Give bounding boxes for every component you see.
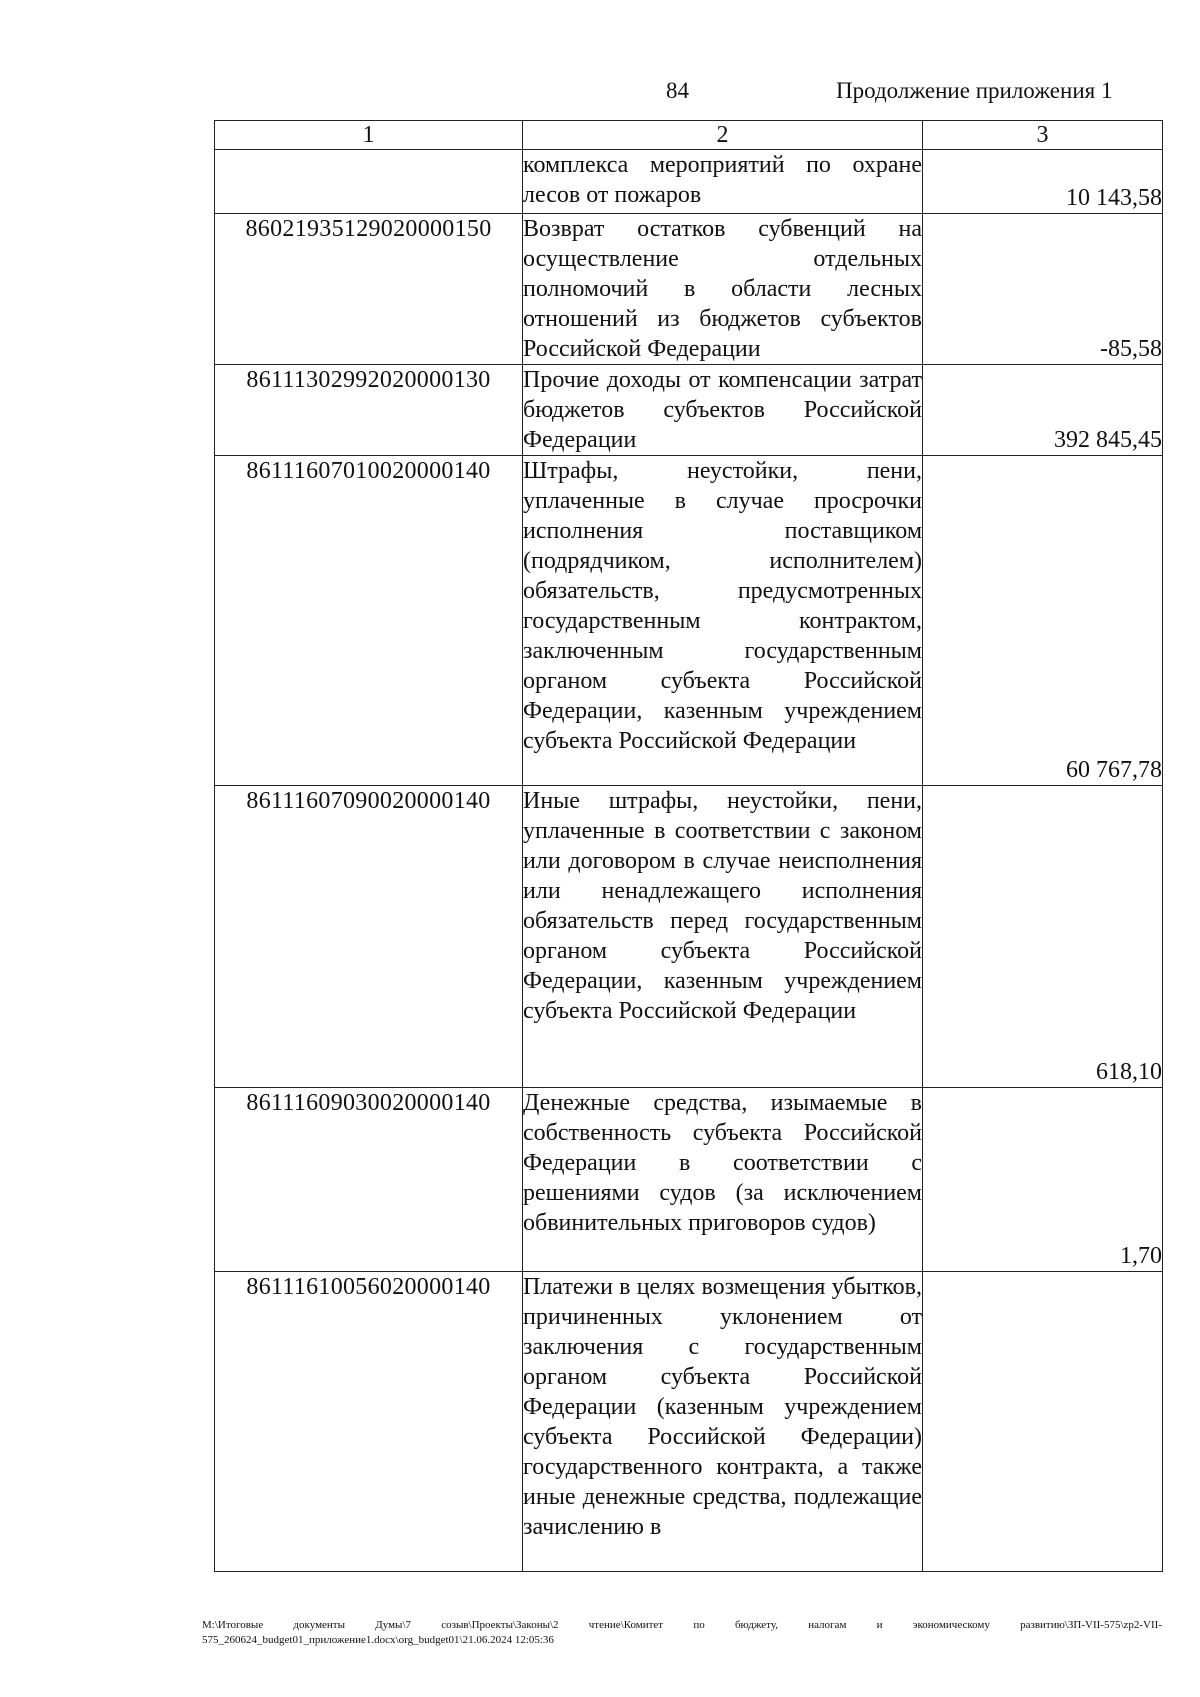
budget-code-cell: 86111302992020000130 <box>215 365 523 456</box>
table-row <box>215 214 1163 365</box>
budget-code-cell: 86111607090020000140 <box>215 786 523 1088</box>
table-row <box>215 150 1163 214</box>
budget-code-cell: 86021935129020000150 <box>215 214 523 365</box>
table-row <box>215 456 1163 786</box>
appendix-continuation-label: Продолжение приложения 1 <box>836 78 1113 103</box>
budget-code-cell: 86111607010020000140 <box>215 456 523 786</box>
table-header-row <box>215 121 1163 150</box>
page-number: 84 <box>666 78 689 103</box>
description-cell: комплекса мероприятий по охране лесов от пожаров <box>523 150 923 214</box>
column-header-3: 3 <box>923 121 1163 150</box>
amount-cell: 10 143,58 <box>923 150 1163 214</box>
budget-code-cell: 86111609030020000140 <box>215 1088 523 1272</box>
column-header-2: 2 <box>523 121 923 150</box>
description-cell: Платежи в целях возмещения убытков, причиненных уклонением от заключения с государственным органом субъекта Российской Федерации (казенным учреждением субъекта Российской Федерации) государственного контракта, а также иные денежные средства, подлежащие зачислению в <box>523 1272 923 1572</box>
description-cell: Возврат остатков субвенций на осуществление отдельных полномочий в области лесных отношений из бюджетов субъектов Российской Федерации <box>523 214 923 365</box>
document-file-path-footer: М:\Итоговые документы Думы\7 созыв\Проекты\Законы\2 чтение\Комитет по бюджету, налогам и экономическому развитию\ЗП-VII-575\zp2-VII-575_260624_budget01_приложение1.docx\org_budget01\21.06.2024 12:05:36 <box>202 1619 1162 1646</box>
table-row <box>215 1272 1163 1572</box>
table-row <box>215 365 1163 456</box>
table-row <box>215 786 1163 1088</box>
amount-cell: 392 845,45 <box>923 365 1163 456</box>
amount-cell: 1,70 <box>923 1088 1163 1272</box>
amount-cell <box>923 1272 1163 1572</box>
amount-cell: 60 767,78 <box>923 456 1163 786</box>
table-row <box>215 1088 1163 1272</box>
description-cell: Прочие доходы от компенсации затрат бюджетов субъектов Российской Федерации <box>523 365 923 456</box>
budget-revenue-table <box>214 120 1163 1572</box>
budget-code-cell: 86111610056020000140 <box>215 1272 523 1572</box>
amount-cell: 618,10 <box>923 786 1163 1088</box>
budget-code-cell <box>215 150 523 214</box>
description-cell: Денежные средства, изымаемые в собственность субъекта Российской Федерации в соответствии с решениями судов (за исключением обвинительных приговоров судов) <box>523 1088 923 1272</box>
column-header-1: 1 <box>215 121 523 150</box>
description-cell: Штрафы, неустойки, пени, уплаченные в случае просрочки исполнения поставщиком (подрядчиком, исполнителем) обязательств, предусмотренных государственным контрактом, заключенным государственным органом субъекта Российской Федерации, казенным учреждением субъекта Российской Федерации <box>523 456 923 786</box>
amount-cell: -85,58 <box>923 214 1163 365</box>
description-cell: Иные штрафы, неустойки, пени, уплаченные в соответствии с законом или договором в случае неисполнения или ненадлежащего исполнения обязательств перед государственным органом субъекта Российской Федерации, казенным учреждением субъекта Российской Федерации <box>523 786 923 1088</box>
